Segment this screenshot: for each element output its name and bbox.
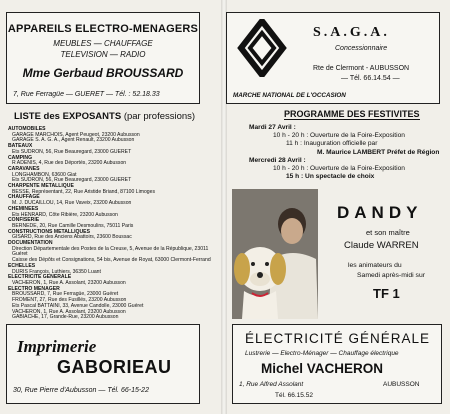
exhibitor-item: Ets SUDRON, 56, Rue Beauregard, 23000 GUERET <box>12 148 132 155</box>
exhibitors-list <box>8 127 214 321</box>
exhibitor-category: DOCUMENTATION <box>8 240 53 247</box>
exhibitor-category: CHAUFFAGE <box>8 194 40 201</box>
saga-sub: Concessionnaire <box>335 45 388 52</box>
dandy-title: DANDY <box>337 203 423 222</box>
ad-name: Imprimerie <box>17 337 97 356</box>
exhibitor-category: CARAVANES <box>8 165 40 172</box>
warren-name: Claude WARREN <box>344 240 419 251</box>
program-title: PROGRAMME DES FESTIVITES <box>284 109 420 119</box>
dandy-sub: et son maître <box>366 228 410 237</box>
show-text: les animateurs du <box>348 262 402 269</box>
exhibitor-item: FROMENT, 27, Rue des Fusillés, 23200 Aubusson <box>12 297 127 304</box>
exhibitors-title <box>14 111 195 122</box>
ad-address: 30, Rue Pierre d'Aubusson — Tél. 66-15-22 <box>13 387 149 394</box>
exhibitor-item: BROUSSARD, 7, Rue Ferragüe, 23000 Guéret <box>12 291 119 298</box>
exhibitor-item: BERNEDE, 20, Rue Camille Desmoulins, 75011 Paris <box>12 222 134 229</box>
exhibitor-item: GARAGE MARCHOIS, Agent Peugeot, 23200 Aubusson <box>12 131 140 138</box>
ad-owner: Mme Gerbaud BROUSSARD <box>22 66 184 80</box>
saga-tel: — Tél. 66.14.54 — <box>341 75 400 82</box>
exhibitor-category: AUTOMOBILES <box>8 126 46 132</box>
exhibitor-category: CONSTRUCTIONS METALLIQUES <box>8 228 90 235</box>
gaborieau-ad <box>6 324 200 404</box>
exhibitor-item: VACHERON, 1, Rue A. Assolant, 23200 Aubusson <box>12 279 126 286</box>
exhibitor-item: LONGHAMBON, 63600 Giat <box>12 171 77 178</box>
electricite-ad <box>232 324 442 404</box>
exhibitor-item: BESSE, Représentant, 22, Rue Aristide Briand, 87100 Limoges <box>12 188 155 195</box>
exhibitor-item: DURIS François, Luthiers, 36350 Luant <box>12 268 101 275</box>
exhibitors-title-sub: (par professions) <box>123 111 196 122</box>
saga-brand: S.A.G.A. <box>313 25 390 40</box>
exhibitor-item: GISARD, Rue des Anciens Abattoirs, 23600 Boussac <box>12 234 132 241</box>
show-text: Samedi après-midi sur <box>357 272 425 279</box>
saga-ad <box>226 12 440 104</box>
exhibitor-category: BATEAUX <box>8 143 33 150</box>
ad-line: TELEVISION — RADIO <box>60 50 146 59</box>
renault-logo-icon <box>237 19 287 77</box>
program-day: Mercredi 28 Avril : <box>249 156 306 164</box>
tf1-label: TF 1 <box>373 286 400 301</box>
exhibitor-category: ELECTRICITE GENERALE <box>8 274 72 281</box>
exhibitor-item: M. J. DUCAILLOU, 14, Rue Vaveix, 23200 Aubusson <box>12 200 132 207</box>
exhibitor-item: Direction Départementale des Postes de la Creuse, 5, Avenue de la République, 23011 Guéret <box>12 245 209 258</box>
program-line: 11 h : Inauguration officielle par <box>286 140 378 148</box>
saga-address: Rte de Clermont - AUBUSSON <box>313 65 410 72</box>
program <box>249 124 439 181</box>
program-line: 10 h - 20 h : Ouverture de la Foire-Exposition <box>273 165 405 173</box>
ad-address: 7, Rue Ferragüe — GUERET — Tél. : 52.18.33 <box>13 91 160 98</box>
exhibitor-item: Ets Pascal BATTAINI, 33, Avenue Candolle, 23000 Guéret <box>12 302 144 309</box>
elec-title: ÉLECTRICITÉ GÉNÉRALE <box>245 331 431 346</box>
exhibitor-category: ECHELLES <box>8 262 36 269</box>
program-line: M. Maurice LAMBERT Préfet de Région <box>317 148 440 156</box>
left-page <box>0 0 222 414</box>
exhibitor-item: VACHERON, 1, Rue A. Assolant, 23200 Aubusson <box>12 308 126 315</box>
elec-sub: Lustrerie — Electro-Ménager — Chauffage électrique <box>245 350 399 357</box>
exhibitor-item: Caisse des Dépôts et Consignations, 54 bis, Avenue de Royat, 63000 Clermont-Ferrand <box>12 257 211 264</box>
exhibitor-item: R ADENIS, 4, Rue des Déportés, 23200 Aubusson <box>12 160 127 167</box>
exhibitor-category: CHARPENTE METALLIQUE <box>8 183 74 190</box>
program-day: Mardi 27 Avril : <box>249 124 296 131</box>
exhibitor-category: CAMPING <box>8 154 33 161</box>
exhibitors-title-main: LISTE des EXPOSANTS <box>14 111 122 122</box>
saga-marche: MARCHE NATIONAL DE L'OCCASION <box>233 92 346 99</box>
exhibitor-item: Ets HENRARD, Côte Ribière, 23200 Aubusson <box>12 211 118 218</box>
exhibitor-category: CONFISERIE <box>8 217 40 224</box>
exhibitor-item: Ets SUDRON, 56, Rue Beauregard, 23000 GUERET <box>12 177 132 184</box>
elec-owner: Michel VACHERON <box>261 361 384 376</box>
dandy-dog-photo-icon <box>232 189 318 319</box>
program-line: 15 h : Un spectacle de choix <box>286 173 375 181</box>
elec-tel: Tél. 66.15.52 <box>275 392 313 399</box>
right-page <box>226 0 450 414</box>
program-line: 10 h - 20 h : Ouverture de la Foire-Exposition <box>273 132 405 140</box>
elec-address: 1, Rue Alfred Assolant <box>239 381 304 388</box>
elec-city: AUBUSSON <box>383 381 420 388</box>
ad-title: APPAREILS ELECTRO-MENAGERS <box>7 23 199 35</box>
photo-dandy <box>232 189 318 319</box>
exhibitor-item: GARAGE S. A. G. A., Agent Renault, 23200 Aubusson <box>12 137 135 144</box>
exhibitor-category: ELECTRO MENAGER <box>8 285 60 292</box>
ad-line: MEUBLES — CHAUFFAGE <box>53 39 153 48</box>
exhibitor-category: CHEMINEES <box>8 205 39 212</box>
exhibitor-item: GABIACHE, 17, Grande-Rue, 23200 Aubusson <box>12 314 119 321</box>
ad-name: GABORIEAU <box>57 357 172 377</box>
appliances-ad <box>6 12 200 104</box>
